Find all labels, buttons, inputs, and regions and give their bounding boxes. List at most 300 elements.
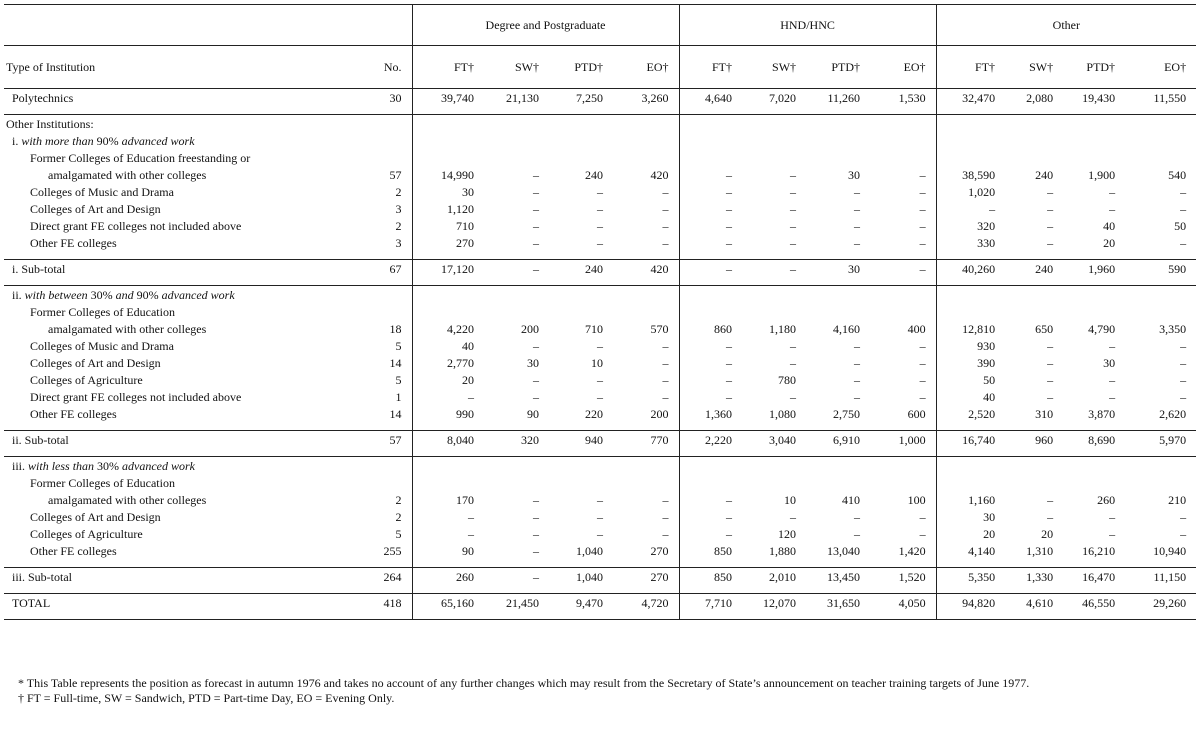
value-cell: 50 [936,371,1005,388]
value-cell: – [1109,185,1116,199]
heading-text: advanced work [122,459,196,473]
value-cell: 4,790 [1088,322,1116,336]
value-cell: – [1180,339,1187,353]
value-cell: – [919,373,926,387]
spacer-row [4,251,1196,260]
value-cell: – [533,219,539,233]
value-cell: 7,250 [549,89,613,107]
value-cell: – [742,260,806,278]
value-cell: – [662,185,669,199]
value-cell: 240 [1005,260,1063,278]
value-cell: – [854,356,861,370]
table-row [4,320,1196,337]
value-cell [679,303,742,320]
value-cell: – [662,356,669,370]
value-cell: 260 [1097,493,1116,507]
value-cell: 4,140 [936,542,1005,559]
value-cell: 13,040 [827,544,861,558]
row-label: ii. Sub-total [4,431,304,449]
value-cell: 390 [936,354,1005,371]
col-header-ptd: PTD† [1063,46,1125,89]
value-cell [412,474,484,491]
value-cell: – [679,260,742,278]
section-ii-heading [4,286,1196,304]
value-cell: – [597,390,603,404]
heading-text: with more than [21,134,94,148]
table-row [4,149,1196,166]
value-cell: – [679,166,742,183]
value-cell: 2,620 [1159,407,1187,421]
value-cell [549,474,613,491]
row-count: 14 [389,407,402,421]
row-label: amalgamated with other colleges [48,168,207,182]
value-cell: – [533,544,539,558]
value-cell: 1,000 [870,431,936,449]
value-cell: 540 [1168,168,1187,182]
value-cell: – [919,168,926,182]
value-cell: 1,160 [936,491,1005,508]
value-cell: 20 [412,371,484,388]
row-count: 2 [395,493,402,507]
value-cell: – [919,185,926,199]
value-cell: 420 [650,168,669,182]
section-i-heading [4,132,1196,149]
value-cell: – [533,168,539,182]
value-cell: – [662,202,669,216]
heading-text: ii. [12,288,25,302]
value-cell: – [790,339,797,353]
value-cell: 50 [1174,219,1187,233]
value-cell: – [854,202,861,216]
value-cell: – [919,339,926,353]
value-cell: 120 [778,527,797,541]
value-cell: 38,590 [936,166,1005,183]
value-cell: – [679,491,742,508]
row-count [304,149,412,166]
value-cell: – [1180,373,1187,387]
value-cell [679,149,742,166]
value-cell: 4,050 [870,594,936,612]
value-cell [806,474,870,491]
row-label: Former Colleges of Education freestanding or [30,151,251,165]
value-cell: – [679,371,742,388]
value-cell [936,474,1005,491]
value-cell: – [1047,236,1054,250]
value-cell: – [1109,527,1116,541]
value-cell: – [854,527,861,541]
value-cell: 270 [650,544,669,558]
value-cell: – [533,202,539,216]
value-cell: 270 [613,568,679,586]
value-cell: 650 [1035,322,1054,336]
value-cell: – [919,390,926,404]
value-cell: 3,870 [1088,407,1116,421]
value-cell: – [919,219,926,233]
heading-text: advanced work [161,288,235,302]
value-cell [870,149,936,166]
col-header-ft: FT† [412,46,484,89]
value-cell: – [790,168,797,182]
heading-text: iii. [12,459,29,473]
row-count: 67 [304,260,412,278]
value-cell: 11,150 [1125,568,1196,586]
value-cell: – [854,219,861,233]
row-count: 1 [395,390,402,404]
table-row [4,217,1196,234]
value-cell: 240 [1035,168,1054,182]
row-count: 2 [395,185,402,199]
row-count [304,474,412,491]
value-cell: – [1180,390,1187,404]
value-cell: 100 [907,493,926,507]
value-cell: – [854,339,861,353]
value-cell: – [854,236,861,250]
value-cell: 7,710 [679,594,742,612]
value-cell: – [1047,356,1054,370]
heading-text: 30% [87,288,116,302]
row-label: Former Colleges of Education [30,476,175,490]
value-cell: – [679,234,742,251]
col-header-ptd: PTD† [806,46,870,89]
table-row [4,491,1196,508]
value-cell: 11,260 [806,89,870,107]
table-row [4,371,1196,388]
value-cell: 170 [412,491,484,508]
value-cell: 960 [1005,431,1063,449]
value-cell [549,149,613,166]
value-cell: – [1047,510,1054,524]
value-cell: – [597,493,603,507]
spacer-row [4,106,1196,115]
value-cell [1125,474,1196,491]
value-cell: – [1047,185,1054,199]
row-label: TOTAL [4,594,304,612]
value-cell: – [790,185,797,199]
value-cell: 4,640 [679,89,742,107]
table-row [4,200,1196,217]
value-cell: 46,550 [1063,594,1125,612]
value-cell: 20 [936,525,1005,542]
value-cell: 310 [1035,407,1054,421]
value-cell: 1,020 [936,183,1005,200]
row-label: iii. Sub-total [4,568,304,586]
value-cell: 40 [936,388,1005,405]
value-cell [484,149,549,166]
value-cell: 30 [412,183,484,200]
type-of-institution-header: Type of Institution [4,46,304,89]
value-cell: – [662,527,669,541]
heading-text: 30% [94,459,123,473]
value-cell: 94,820 [936,594,1005,612]
value-cell: – [919,236,926,250]
value-cell: 13,450 [806,568,870,586]
value-cell: 2,010 [742,568,806,586]
value-cell: – [412,508,484,525]
value-cell: 21,130 [484,89,549,107]
row-label: Colleges of Music and Drama [30,185,174,199]
table-row [4,525,1196,542]
value-cell: 780 [778,373,797,387]
value-cell: 1,420 [898,544,926,558]
group-header-row [4,5,1196,46]
value-cell: – [790,356,797,370]
row-label: Colleges of Music and Drama [30,339,174,353]
value-cell: 1,330 [1005,568,1063,586]
value-cell: 40,260 [936,260,1005,278]
value-cell: 220 [585,407,603,421]
value-cell: 200 [521,322,539,336]
value-cell: 1,080 [769,407,797,421]
value-cell [549,303,613,320]
heading-text: with between [24,288,88,302]
footnote-star: * This Table represents the position as forecast in autumn 1976 and takes no account of any further changes which may result from the Secretary of State’s announcement on teacher training targets of June 1977. [18,676,1030,690]
other-institutions-heading-row [4,115,1196,133]
value-cell: 240 [585,168,603,182]
value-cell: 420 [613,260,679,278]
value-cell: – [790,510,797,524]
value-cell: – [484,260,549,278]
value-cell: 1,120 [412,200,484,217]
table-row [4,388,1196,405]
value-cell: 30 [848,168,861,182]
value-cell: 20 [1041,527,1054,541]
spacer-row [4,611,1196,620]
table-row [4,542,1196,559]
value-cell: – [597,236,603,250]
value-cell: – [533,236,539,250]
value-cell: 30 [806,260,870,278]
footnote-dagger: † FT = Full-time, SW = Sandwich, PTD = Part-time Day, EO = Evening Only. [18,691,395,705]
value-cell: 260 [412,568,484,586]
value-cell: – [597,510,603,524]
heading-text: advanced work [121,134,195,148]
value-cell: 4,720 [613,594,679,612]
value-cell: – [919,510,926,524]
value-cell [613,303,679,320]
value-cell: 16,470 [1063,568,1125,586]
value-cell: 600 [907,407,926,421]
value-cell: 4,220 [412,320,484,337]
value-cell: – [854,373,861,387]
value-cell: 31,650 [806,594,870,612]
col-header-ft: FT† [936,46,1005,89]
value-cell: – [662,373,669,387]
col-header-eo: EO† [613,46,679,89]
value-cell: – [662,219,669,233]
value-cell: 1,880 [769,544,797,558]
value-cell: 30 [936,508,1005,525]
value-cell: – [1180,185,1187,199]
value-cell: 770 [613,431,679,449]
total-row [4,594,1196,612]
value-cell: – [679,200,742,217]
value-cell: 21,450 [484,594,549,612]
value-cell: 16,210 [1082,544,1116,558]
row-count: 57 [389,168,402,182]
row-label: Other FE colleges [30,236,117,250]
value-cell: 39,740 [412,89,484,107]
row-count: 30 [304,89,412,107]
table-row [4,354,1196,371]
value-cell: – [854,185,861,199]
row-label: Polytechnics [4,89,304,107]
value-cell: – [679,525,742,542]
value-cell: 8,690 [1063,431,1125,449]
value-cell: – [484,568,549,586]
subtotal-row [4,260,1196,278]
table-row [4,474,1196,491]
polytechnics-row [4,89,1196,107]
value-cell: 1,040 [549,568,613,586]
value-cell: 10 [591,356,603,370]
row-label: amalgamated with other colleges [48,493,207,507]
row-label: i. Sub-total [4,260,304,278]
value-cell: 850 [679,542,742,559]
value-cell: 5,970 [1125,431,1196,449]
row-label: Colleges of Art and Design [30,356,161,370]
value-cell [1125,303,1196,320]
value-cell: 1,180 [769,322,797,336]
value-cell: 6,910 [806,431,870,449]
value-cell: – [533,373,539,387]
value-cell [679,474,742,491]
value-cell: – [679,217,742,234]
value-cell: – [597,527,603,541]
value-cell: – [662,339,669,353]
value-cell: 17,120 [412,260,484,278]
value-cell: 200 [650,407,669,421]
row-count: 2 [395,510,402,524]
row-label: Direct grant FE colleges not included above [30,219,242,233]
table-body [4,89,1196,620]
value-cell: 1,360 [679,405,742,422]
value-cell [870,303,936,320]
value-cell: 10,940 [1153,544,1187,558]
value-cell: – [679,183,742,200]
subtotal-row [4,568,1196,586]
value-cell [412,303,484,320]
value-cell: – [597,339,603,353]
row-count: 14 [389,356,402,370]
value-cell: 30 [527,356,539,370]
row-count: 57 [304,431,412,449]
value-cell: 32,470 [936,89,1005,107]
row-count: 5 [395,373,402,387]
section-iii-heading [4,457,1196,475]
value-cell: – [1180,236,1187,250]
heading-text: and [115,288,134,302]
value-cell: 14,990 [412,166,484,183]
footnotes [18,676,1029,706]
value-cell: 7,020 [742,89,806,107]
value-cell: 710 [412,217,484,234]
value-cell: – [1047,493,1054,507]
value-cell: 12,810 [936,320,1005,337]
row-count: 264 [304,568,412,586]
value-cell: – [412,388,484,405]
value-cell: 930 [936,337,1005,354]
value-cell: – [533,339,539,353]
value-cell: 240 [549,260,613,278]
value-cell: 19,430 [1063,89,1125,107]
value-cell: – [1180,202,1187,216]
value-cell: – [597,373,603,387]
value-cell: – [1047,339,1054,353]
value-cell: – [790,219,797,233]
value-cell: – [790,390,797,404]
value-cell [1005,149,1063,166]
value-cell: 710 [585,322,603,336]
value-cell: – [533,527,539,541]
value-cell: – [533,185,539,199]
table-row [4,166,1196,183]
value-cell: – [679,354,742,371]
value-cell: – [870,260,936,278]
value-cell: 12,070 [742,594,806,612]
row-count [304,303,412,320]
value-cell [484,474,549,491]
value-cell: – [1180,356,1187,370]
value-cell: 90 [412,542,484,559]
value-cell [806,303,870,320]
value-cell: 1,520 [870,568,936,586]
value-cell: – [679,388,742,405]
value-cell: – [790,236,797,250]
row-label: Other FE colleges [30,544,117,558]
value-cell: – [1109,373,1116,387]
row-count: 5 [395,339,402,353]
value-cell: – [679,337,742,354]
advanced-courses-table [4,4,1196,620]
value-cell [936,149,1005,166]
row-count: 3 [395,236,402,250]
table-row [4,405,1196,422]
value-cell: – [1109,510,1116,524]
value-cell: 590 [1125,260,1196,278]
value-cell [613,474,679,491]
spacer-row [4,585,1196,594]
value-cell: – [597,185,603,199]
value-cell [412,149,484,166]
heading-text: 90% [133,288,162,302]
value-cell: 8,040 [412,431,484,449]
table-row [4,508,1196,525]
value-cell [1005,303,1063,320]
value-cell: – [1180,510,1187,524]
value-cell: – [1180,527,1187,541]
heading-text: 90% [93,134,122,148]
value-cell: 20 [1103,236,1116,250]
row-label: Colleges of Art and Design [30,202,161,216]
col-header-ptd: PTD† [549,46,613,89]
value-cell: 400 [907,322,926,336]
value-cell: – [662,510,669,524]
value-cell [742,303,806,320]
value-cell: – [679,508,742,525]
table-row [4,303,1196,320]
col-header-sw: SW† [742,46,806,89]
heading-text: i. [12,134,22,148]
value-cell: 2,220 [679,431,742,449]
col-header-eo: EO† [870,46,936,89]
spacer-row [4,448,1196,457]
value-cell: 2,080 [1005,89,1063,107]
value-cell: 9,470 [549,594,613,612]
row-label: Other FE colleges [30,407,117,421]
value-cell: – [597,219,603,233]
group-header-other: Other [936,5,1196,46]
row-label: Colleges of Agriculture [30,527,143,541]
